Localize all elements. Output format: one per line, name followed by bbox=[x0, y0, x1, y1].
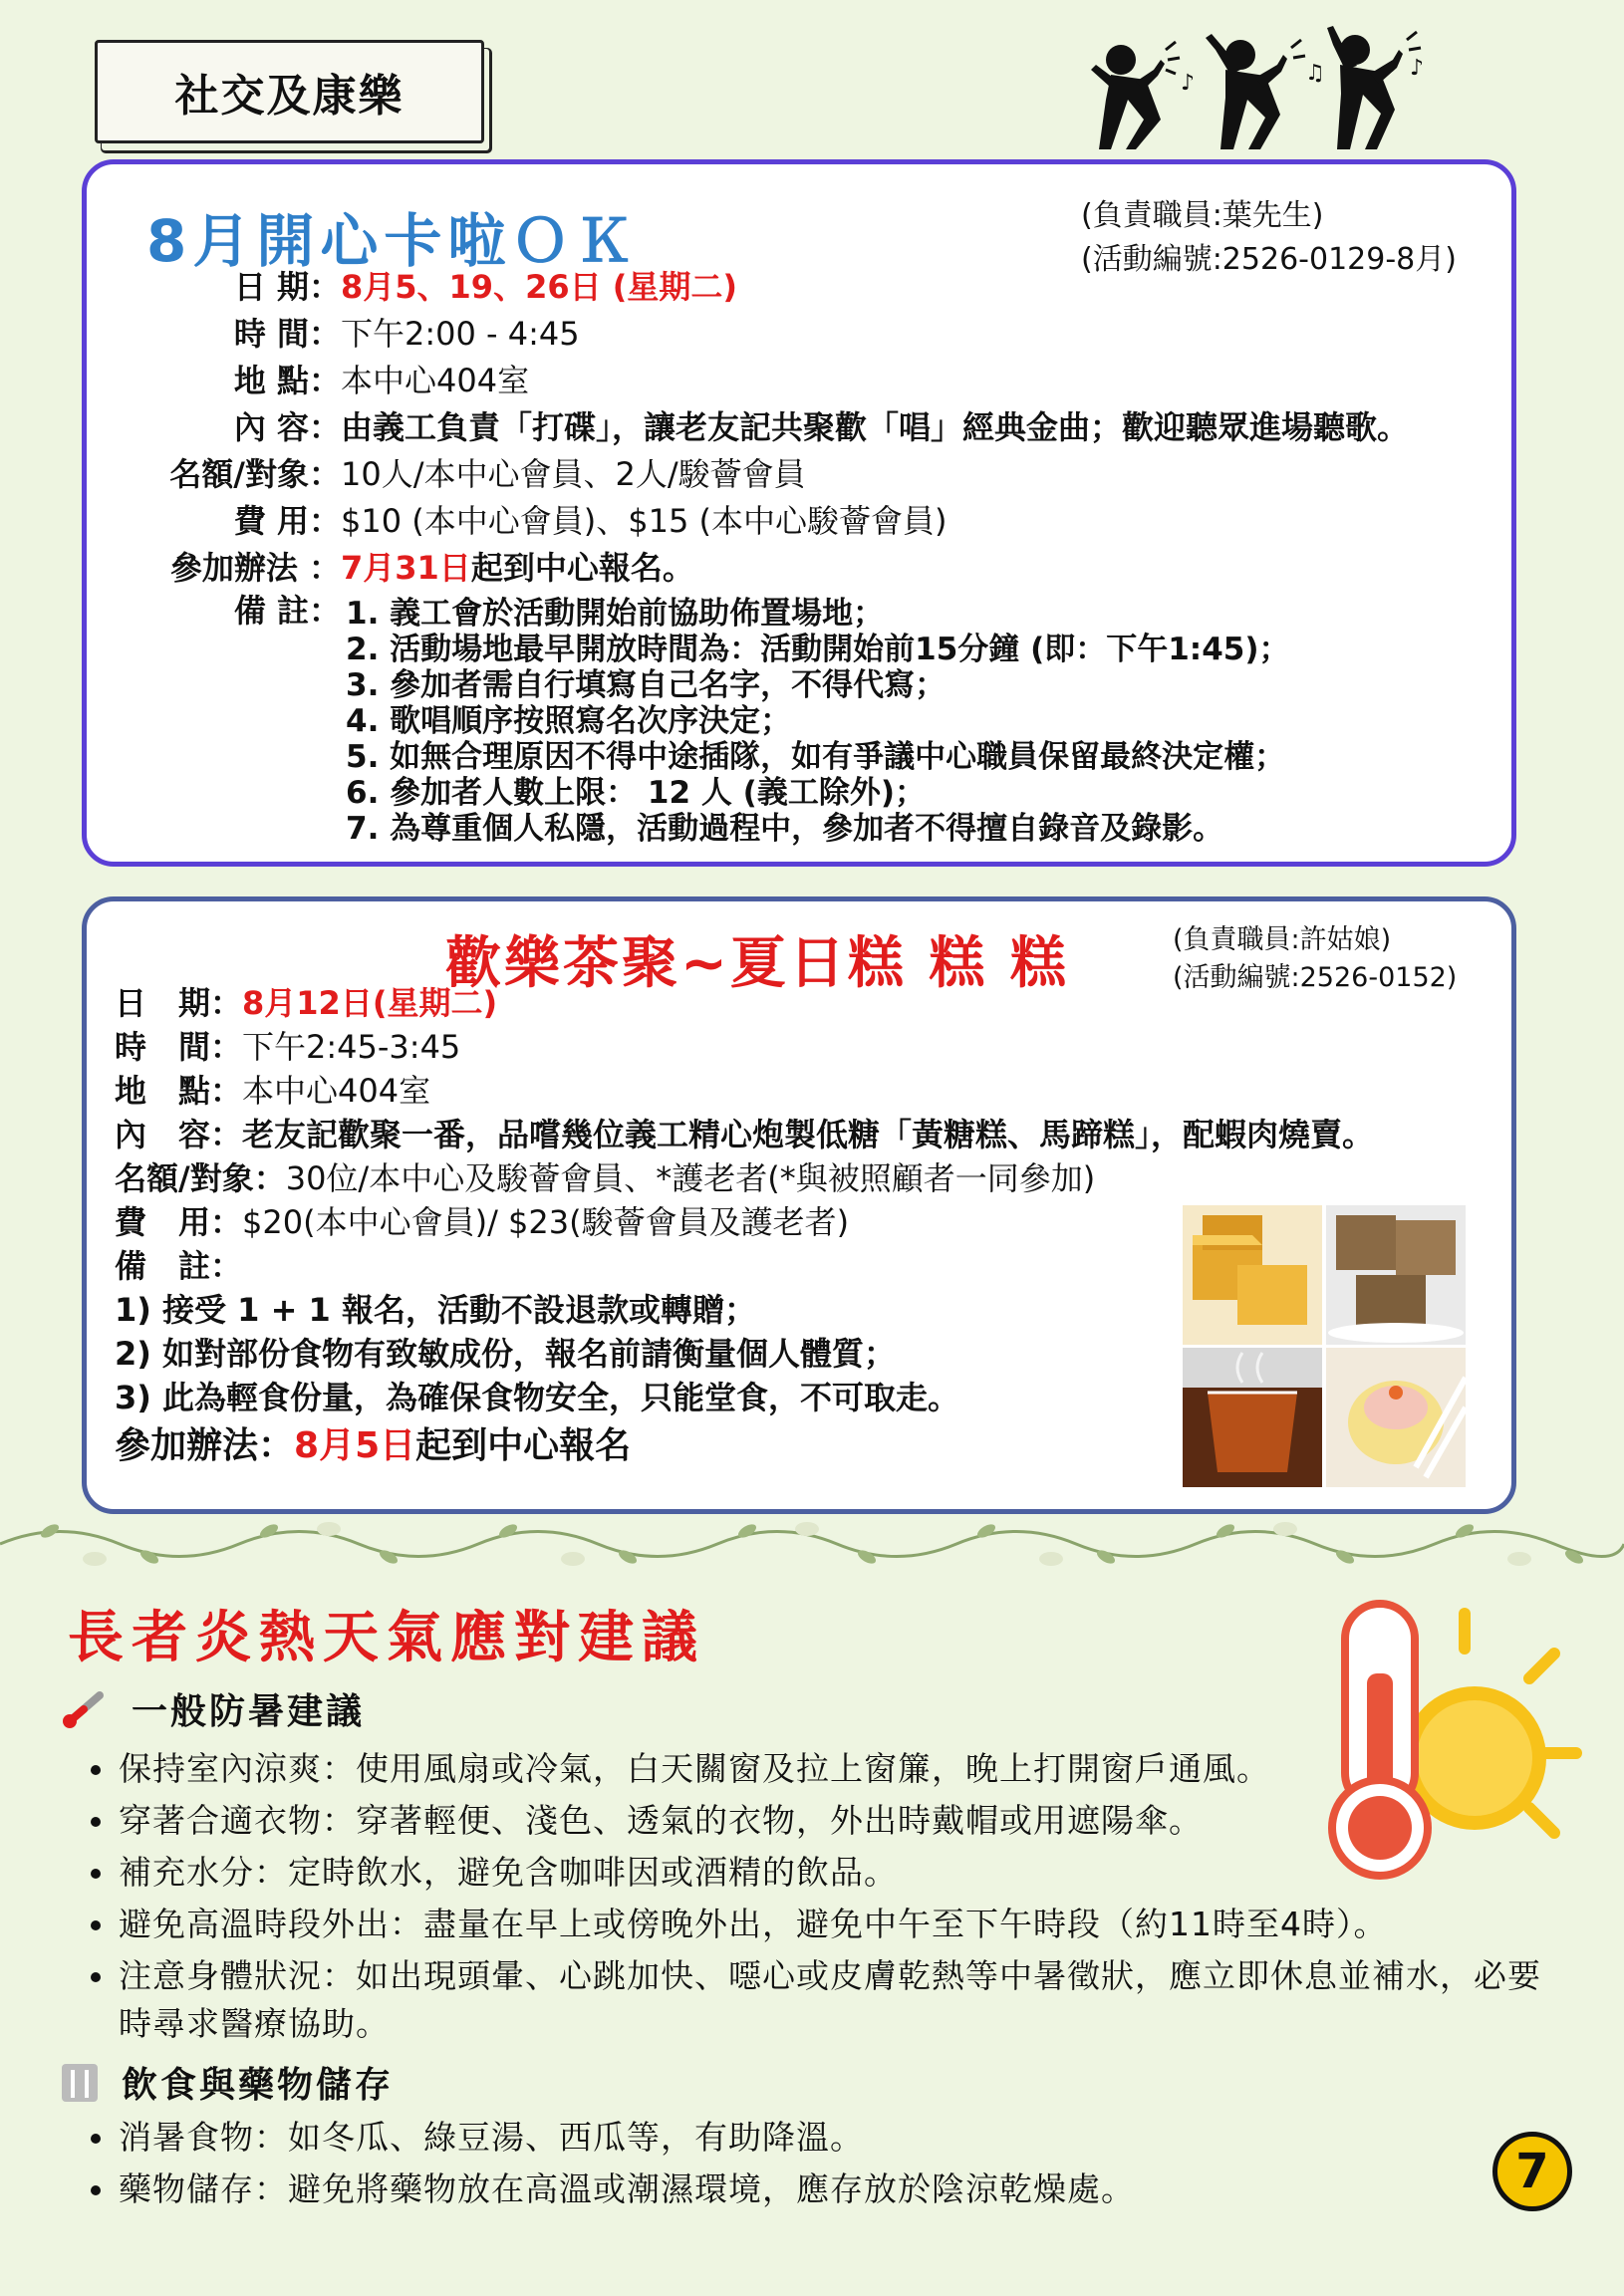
row-label: 時 間： bbox=[233, 315, 341, 353]
row-value: 8月12日(星期二) bbox=[242, 984, 498, 1022]
list-item: 避免高溫時段外出：盡量在早上或傍晚外出，避免中午至下午時段（約11時至4時）。 bbox=[85, 1901, 1559, 1948]
row-label: 費 用： bbox=[115, 1203, 243, 1241]
utensils-icon bbox=[60, 2062, 100, 2104]
general-heading-text: 一般防暑建議 bbox=[132, 1691, 366, 1732]
vine-divider bbox=[0, 1509, 1624, 1579]
food-heading-text: 飲食與藥物儲存 bbox=[122, 2065, 395, 2106]
general-advice-list bbox=[85, 1745, 1559, 2052]
tea-notes-label: 備 註： bbox=[115, 1247, 243, 1285]
karaoke-row-time bbox=[141, 311, 1409, 358]
tea-row-quota bbox=[115, 1156, 1374, 1200]
tea-note-item: 3) 此為輕食份量，為確保食物安全，只能堂食，不可取走。 bbox=[115, 1379, 960, 1416]
karaoke-notes bbox=[141, 592, 1409, 855]
karaoke-staff-name: (負責職員:葉先生) bbox=[1081, 198, 1324, 233]
tea-row-time bbox=[115, 1025, 1374, 1069]
karaoke-title: 8月開心卡啦ＯＫ bbox=[146, 207, 640, 275]
karaoke-row-quota bbox=[141, 451, 1409, 498]
note-item: 5. 如無合理原因不得中途插隊，如有爭議中心職員保留最終決定權； bbox=[346, 739, 1286, 775]
karaoke-row-date bbox=[141, 264, 1409, 311]
row-value: 8月5、19、26日 (星期二) bbox=[341, 268, 737, 306]
note-item: 3. 參加者需自行填寫自己名字，不得代寫； bbox=[346, 667, 947, 703]
general-advice-heading bbox=[60, 1683, 365, 1734]
row-label: 時 間： bbox=[115, 1028, 243, 1066]
karaoke-activity-no: (活動編號:2526-0129-8月) bbox=[1081, 242, 1457, 277]
svg-text:♫: ♫ bbox=[1305, 61, 1325, 86]
register-rest: 起到中心報名。 bbox=[470, 549, 694, 587]
section-tag bbox=[95, 40, 484, 143]
row-label: 地 點： bbox=[115, 1072, 243, 1110]
list-item: 穿著合適衣物：穿著輕便、淺色、透氣的衣物，外出時戴帽或用遮陽傘。 bbox=[85, 1797, 1559, 1845]
food-storage-list bbox=[85, 2114, 1460, 2217]
karaoke-details bbox=[141, 264, 1409, 855]
row-value: 30位/本中心及駿薈會員、*護老者(*與被照顧者一同參加) bbox=[285, 1159, 1096, 1197]
section-tag-label: 社交及康樂 bbox=[174, 71, 405, 122]
row-value: 下午2:45-3:45 bbox=[242, 1028, 461, 1066]
row-label: 內 容： bbox=[115, 1116, 243, 1153]
food-storage-heading bbox=[60, 2057, 394, 2108]
svg-text:♪: ♪ bbox=[1410, 56, 1425, 81]
row-label: 日 期： bbox=[233, 268, 341, 306]
note-item: 4. 歌唱順序按照寫名次序決定； bbox=[346, 703, 792, 739]
row-value: 老友記歡聚一番，品嚐幾位義工精心炮製低糖「黃糖糕、馬蹄糕」，配蝦肉燒賣。 bbox=[242, 1116, 1375, 1153]
page-number-text: 7 bbox=[1515, 2144, 1549, 2199]
notes-label: 備 註： bbox=[233, 592, 341, 630]
list-item: 保持室內涼爽：使用風扇或冷氣，白天關窗及拉上窗簾，晚上打開窗戶通風。 bbox=[85, 1745, 1559, 1793]
tea-activity-no: (活動編號:2526-0152) bbox=[1173, 962, 1458, 993]
svg-text:♪: ♪ bbox=[1181, 71, 1196, 96]
list-item: 補充水分：定時飲水，避免含咖啡因或酒精的飲品。 bbox=[85, 1849, 1559, 1897]
row-value: 本中心404室 bbox=[341, 362, 530, 399]
karaoke-row-venue bbox=[141, 358, 1409, 404]
notes-list bbox=[346, 596, 1290, 847]
row-label: 內 容： bbox=[233, 408, 341, 446]
brown-sugar-cake-photo bbox=[1183, 1205, 1322, 1345]
row-label: 費 用： bbox=[233, 502, 341, 540]
register-date: 8月5日 bbox=[294, 1425, 416, 1466]
note-item: 2. 活動場地最早開放時間為：活動開始前15分鐘 (即：下午1:45)； bbox=[346, 632, 1290, 667]
page-number bbox=[1492, 2132, 1572, 2211]
siu-mai-photo bbox=[1326, 1348, 1466, 1487]
tea-note-item: 1) 接受 1 + 1 報名，活動不設退款或轉贈； bbox=[115, 1291, 756, 1329]
row-label: 參加辦法 ： bbox=[169, 549, 341, 587]
register-rest: 起到中心報名 bbox=[415, 1425, 632, 1466]
karaoke-row-register bbox=[141, 545, 1409, 592]
row-value: 由義工負責「打碟」，讓老友記共聚歡「唱」經典金曲；歡迎聽眾進場聽歌。 bbox=[341, 408, 1410, 446]
karaoke-row-content bbox=[141, 404, 1409, 451]
tea-note-item: 2) 如對部份食物有致敏成份，報名前請衡量個人體質； bbox=[115, 1335, 897, 1373]
row-label: 名額/對象： bbox=[169, 455, 341, 493]
karaoke-card bbox=[82, 159, 1516, 867]
tea-card bbox=[82, 896, 1516, 1514]
water-chestnut-cake-photo bbox=[1326, 1205, 1466, 1345]
list-item: 注意身體狀況：如出現頭暈、心跳加快、噁心或皮膚乾熱等中暑徵狀，應立即休息並補水，必要時尋求醫療協助。 bbox=[85, 1952, 1563, 2048]
tea-row-content bbox=[115, 1113, 1374, 1156]
tea-title: 歡樂茶聚~夏日糕 糕 糕 bbox=[445, 931, 1069, 996]
karaoke-row-fee bbox=[141, 498, 1409, 545]
list-item: 藥物儲存：避免將藥物放在高溫或潮濕環境，應存放於陰涼乾燥處。 bbox=[85, 2166, 1460, 2213]
singers-illustration bbox=[1066, 10, 1425, 154]
tea-cup-photo bbox=[1183, 1348, 1322, 1487]
tea-staff-name: (負責職員:許姑娘) bbox=[1173, 924, 1392, 955]
row-label: 名額/對象： bbox=[115, 1159, 286, 1197]
note-item: 7. 為尊重個人私隱，活動過程中，參加者不得擅自錄音及錄影。 bbox=[346, 811, 1224, 847]
row-label: 日 期： bbox=[115, 984, 243, 1022]
list-item: 消暑食物：如冬瓜、綠豆湯、西瓜等，有助降溫。 bbox=[85, 2114, 1460, 2162]
note-item: 6. 參加者人數上限： 12 人 (義工除外)； bbox=[346, 775, 926, 811]
register-date: 7月31日 bbox=[341, 549, 471, 587]
register-label: 參加辦法： bbox=[115, 1425, 295, 1466]
row-value: $10 (本中心會員)、$15 (本中心駿薈會員) bbox=[341, 502, 947, 540]
row-value: 下午2:00 - 4:45 bbox=[341, 315, 580, 353]
tea-row-venue bbox=[115, 1069, 1374, 1113]
row-value: $20(本中心會員)/ $23(駿薈會員及護老者) bbox=[242, 1203, 850, 1241]
row-value: 10人/本中心會員、2人/駿薈會員 bbox=[341, 455, 806, 493]
heat-advice-title: 長者炎熱天氣應對建議 bbox=[68, 1606, 705, 1670]
note-item: 1. 義工會於活動開始前協助佈置場地； bbox=[346, 596, 885, 632]
row-label: 地 點： bbox=[233, 362, 341, 399]
thermometer-icon bbox=[60, 1689, 110, 1729]
row-value: 本中心404室 bbox=[242, 1072, 431, 1110]
tea-row-date bbox=[115, 981, 1374, 1025]
